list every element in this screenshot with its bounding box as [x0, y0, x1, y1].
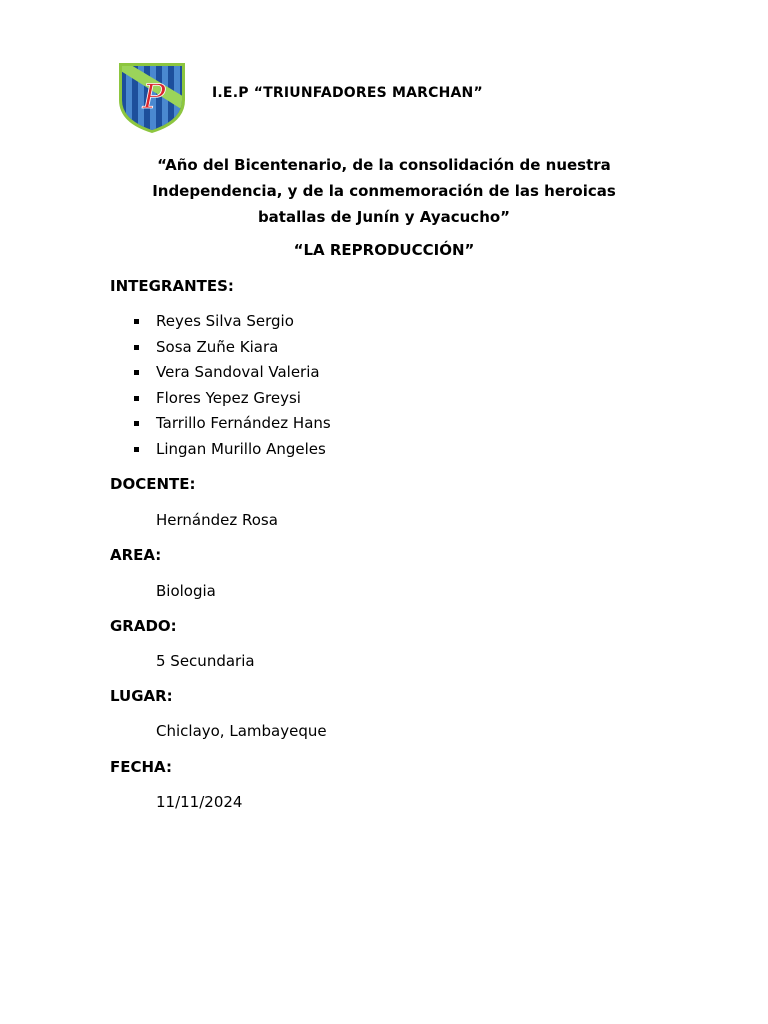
teacher-label: DOCENTE:: [110, 475, 196, 493]
grade-value: 5 Secundaria: [156, 652, 255, 670]
member-name: Flores Yepez Greysi: [156, 388, 301, 407]
date-value: 11/11/2024: [156, 793, 243, 811]
bullet-icon: [134, 370, 139, 375]
member-name: Tarrillo Fernández Hans: [156, 414, 331, 433]
member-name: Reyes Silva Sergio: [156, 312, 294, 330]
member-item: [134, 388, 331, 414]
area-value: Biologia: [156, 582, 216, 600]
bullet-icon: [134, 396, 139, 401]
member-name: Sosa Zuñe Kiara: [156, 337, 279, 356]
area-label: AREA:: [110, 546, 162, 564]
date-label: FECHA:: [110, 758, 172, 776]
school-name: I.E.P “TRIUNFADORES MARCHAN”: [212, 85, 483, 101]
place-label: LUGAR:: [110, 687, 173, 705]
members-list: [134, 311, 331, 465]
year-motto-line: batallas de Junín y Ayacucho”: [257, 208, 511, 226]
year-motto: [110, 152, 658, 230]
bullet-icon: [134, 345, 139, 350]
school-crest-icon: [116, 60, 188, 134]
place-value: Chiclayo, Lambayeque: [156, 722, 327, 740]
member-name: Vera Sandoval Valeria: [156, 363, 320, 382]
member-item: [134, 439, 331, 465]
teacher-value: Hernández Rosa: [156, 511, 278, 529]
svg-text:P: P: [142, 77, 166, 117]
members-label: INTEGRANTES:: [110, 277, 234, 295]
bullet-icon: [134, 319, 139, 324]
grade-label: GRADO:: [110, 617, 177, 635]
document-title: “LA REPRODUCCIÓN”: [293, 241, 475, 259]
year-motto-line: Independencia, y de la conmemoración de las heroicas: [152, 182, 616, 200]
member-name: Lingan Murillo Angeles: [156, 439, 326, 458]
bullet-icon: [134, 421, 139, 426]
bullet-icon: [134, 447, 139, 452]
member-item: [134, 337, 331, 363]
member-item: [134, 311, 331, 337]
year-motto-line: “Año del Bicentenario, de la consolidación de nuestra: [157, 156, 611, 174]
member-item: [134, 362, 331, 388]
member-item: [134, 413, 331, 439]
